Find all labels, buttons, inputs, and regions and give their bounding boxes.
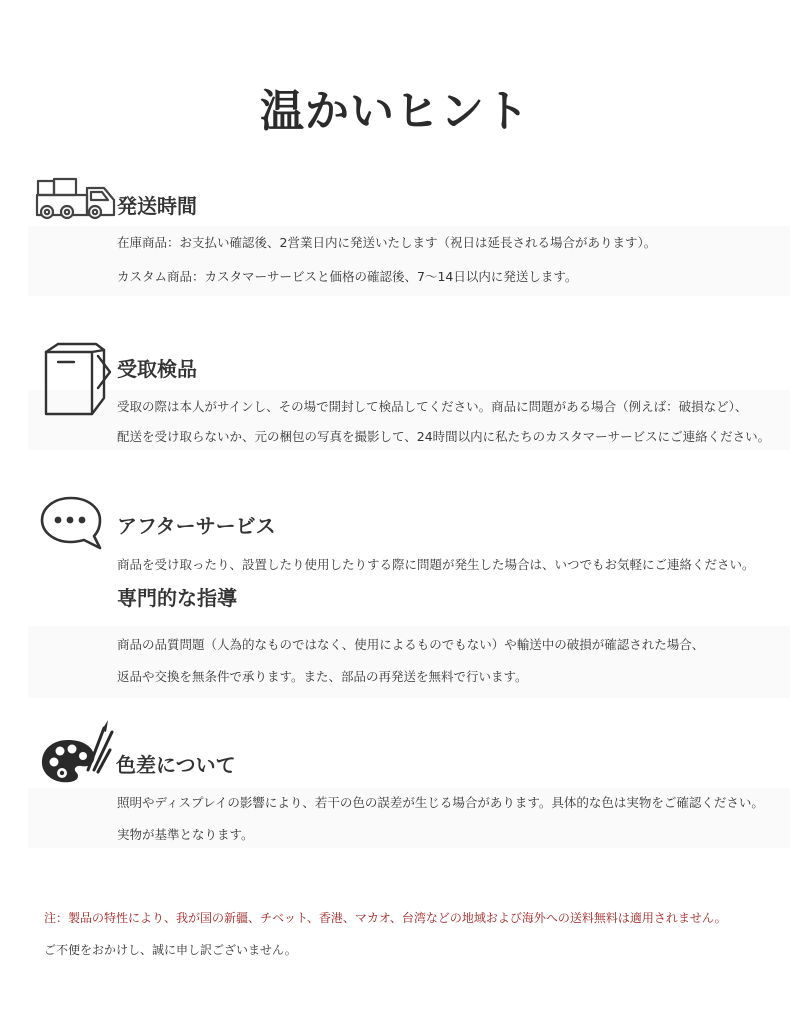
inspection-line-1: 受取の際は本人がサインし、その場で開封して検品してください。商品に問題がある場合（例えば：破損など）、 [117, 399, 748, 414]
shipping-exclusion-note: 注：製品の特性により、我が国の新疆、チベット、香港、マカオ、台湾などの地域および海外への送料無料は適用されません。 [44, 911, 727, 925]
guidance-heading: 専門的な指導 [117, 586, 237, 610]
paint-palette-icon [38, 718, 118, 788]
truck-icon [34, 176, 120, 226]
page-title: 温かいヒント [260, 86, 530, 137]
box-icon [40, 342, 112, 418]
shipping-line-1: 在庫商品：お支払い確認後、2営業日内に発送いたします（祝日は延長される場合があります）。 [117, 235, 657, 250]
apology-note: ご不便をおかけし、誠に申し訳ございません。 [44, 943, 297, 957]
color-line-2: 実物が基準となります。 [117, 827, 254, 842]
guidance-line-2: 返品や交換を無条件で承ります。また、部品の再発送を無料で行います。 [117, 669, 528, 684]
inspection-heading: 受取検品 [117, 357, 197, 381]
after-service-heading: アフターサービス [117, 514, 276, 538]
speech-bubble-icon [38, 494, 104, 550]
color-line-1: 照明やディスプレイの影響により、若干の色の誤差が生じる場合があります。具体的な色は実物をご確認ください。 [117, 795, 764, 810]
color-heading: 色差について [116, 753, 236, 777]
guidance-line-1: 商品の品質問題（人為的なものではなく、使用によるものでもない）や輸送中の破損が確認された場合、 [117, 637, 705, 652]
after-service-line-1: 商品を受け取ったり、設置したり使用したりする際に問題が発生した場合は、いつでもお気軽にご連絡ください。 [117, 557, 755, 572]
shipping-heading: 発送時間 [117, 194, 197, 218]
inspection-line-2: 配送を受け取らないか、元の梱包の写真を撮影して、24時間以内に私たちのカスタマーサービスにご連絡ください。 [117, 429, 771, 444]
shipping-line-2: カスタム商品：カスタマーサービスと価格の確認後、7〜14日以内に発送します。 [117, 269, 578, 284]
